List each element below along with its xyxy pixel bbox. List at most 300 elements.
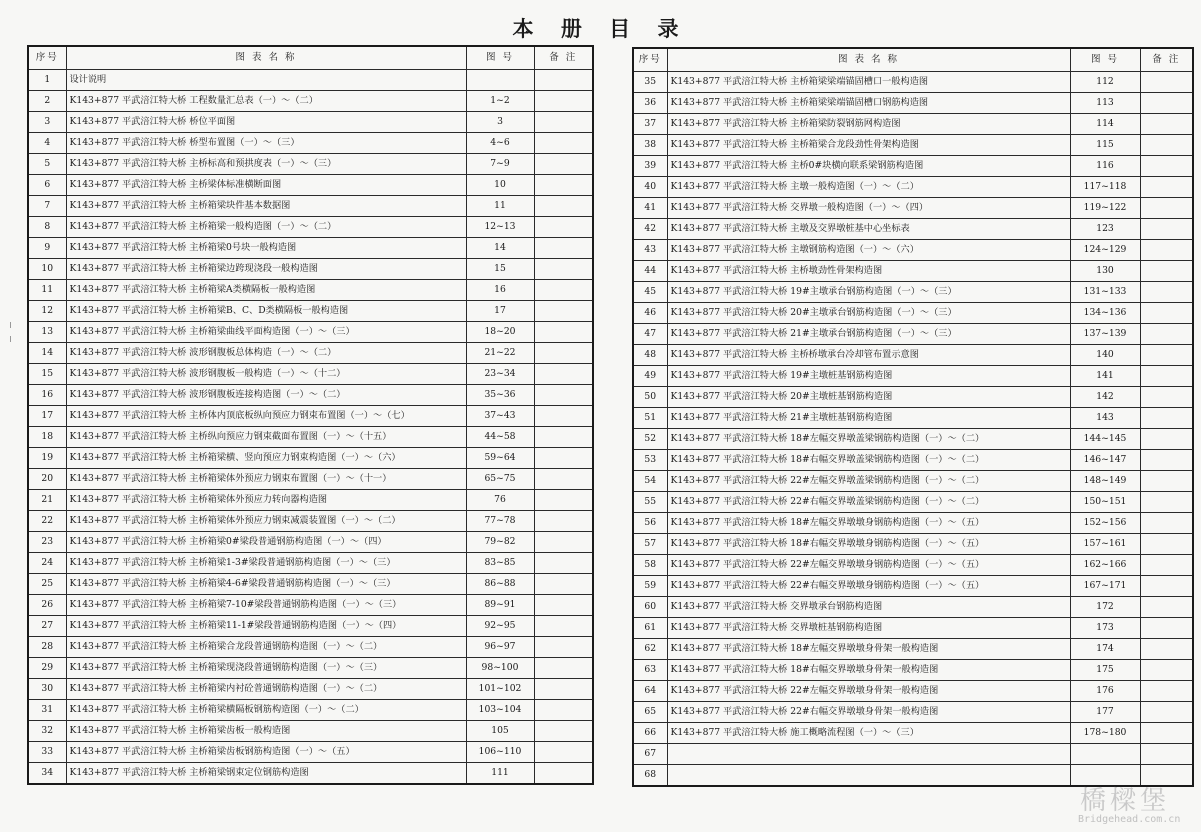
table-row xyxy=(28,532,593,553)
note-cell xyxy=(534,217,593,238)
note-cell xyxy=(534,133,593,154)
drawing-name: K143+877 平武涪江特大桥 19#主墩桩基钢筋构造图 xyxy=(667,366,1070,387)
note-cell xyxy=(1140,72,1193,93)
drawing-name: K143+877 平武涪江特大桥 主桥箱梁0号块一般构造图 xyxy=(66,238,466,259)
row-number: 39 xyxy=(633,156,667,177)
row-number: 17 xyxy=(28,406,66,427)
table-row xyxy=(28,91,593,112)
note-cell xyxy=(1140,219,1193,240)
table-row xyxy=(28,70,593,91)
figure-number: 76 xyxy=(466,490,534,511)
drawing-name: K143+877 平武涪江特大桥 18#右幅交界墩墩身骨架一般构造图 xyxy=(667,660,1070,681)
note-cell xyxy=(534,553,593,574)
figure-number: 142 xyxy=(1070,387,1140,408)
drawing-name: K143+877 平武涪江特大桥 波形钢腹板一般构造（一）～（十二） xyxy=(66,364,466,385)
drawing-name: K143+877 平武涪江特大桥 主桥箱梁11-1#梁段普通钢筋构造图（一）～（四） xyxy=(66,616,466,637)
row-number: 60 xyxy=(633,597,667,618)
row-number: 33 xyxy=(28,742,66,763)
row-number: 5 xyxy=(28,154,66,175)
table-row xyxy=(28,511,593,532)
row-number: 1 xyxy=(28,70,66,91)
drawing-name: K143+877 平武涪江特大桥 主桥箱梁梁端锚固槽口一般构造图 xyxy=(667,72,1070,93)
drawing-name: K143+877 平武涪江特大桥 主桥纵向预应力钢束截面布置图（一）～（十五） xyxy=(66,427,466,448)
note-cell xyxy=(534,259,593,280)
drawing-name: K143+877 平武涪江特大桥 主桥箱梁块件基本数据图 xyxy=(66,196,466,217)
table-row xyxy=(28,406,593,427)
note-cell xyxy=(534,637,593,658)
row-number: 66 xyxy=(633,723,667,744)
table-row xyxy=(28,133,593,154)
drawing-name: K143+877 平武涪江特大桥 主桥箱梁钢束定位钢筋构造图 xyxy=(66,763,466,785)
drawing-name: K143+877 平武涪江特大桥 交界墩承台钢筋构造图 xyxy=(667,597,1070,618)
row-number: 26 xyxy=(28,595,66,616)
row-number: 64 xyxy=(633,681,667,702)
drawing-name: K143+877 平武涪江特大桥 波形钢腹板总体构造（一）～（二） xyxy=(66,343,466,364)
table-row xyxy=(28,322,593,343)
figure-number: 14 xyxy=(466,238,534,259)
row-number: 23 xyxy=(28,532,66,553)
note-cell xyxy=(1140,471,1193,492)
row-number: 55 xyxy=(633,492,667,513)
table-row xyxy=(633,576,1193,597)
row-number: 18 xyxy=(28,427,66,448)
figure-number: 7~9 xyxy=(466,154,534,175)
drawing-name: K143+877 平武涪江特大桥 主桥箱梁曲线平面构造图（一）～（三） xyxy=(66,322,466,343)
table-row xyxy=(28,196,593,217)
row-number: 43 xyxy=(633,240,667,261)
figure-number: 157~161 xyxy=(1070,534,1140,555)
header-fig: 图 号 xyxy=(1070,48,1140,72)
note-cell xyxy=(1140,135,1193,156)
drawing-name: K143+877 平武涪江特大桥 施工概略流程图（一）～（三） xyxy=(667,723,1070,744)
table-row xyxy=(28,259,593,280)
figure-number: 37~43 xyxy=(466,406,534,427)
drawing-name: K143+877 平武涪江特大桥 22#左幅交界墩盖梁钢筋构造图（一）～（二） xyxy=(667,471,1070,492)
note-cell xyxy=(534,301,593,322)
row-number: 50 xyxy=(633,387,667,408)
figure-number: 10 xyxy=(466,175,534,196)
figure-number: 11 xyxy=(466,196,534,217)
table-row xyxy=(633,450,1193,471)
row-number: 7 xyxy=(28,196,66,217)
binding-mark xyxy=(10,336,11,342)
drawing-name: K143+877 平武涪江特大桥 主桥箱梁横、竖向预应力钢束构造图（一）～（六） xyxy=(66,448,466,469)
note-cell xyxy=(1140,534,1193,555)
figure-number: 77~78 xyxy=(466,511,534,532)
row-number: 67 xyxy=(633,744,667,765)
row-number: 6 xyxy=(28,175,66,196)
header-no: 序号 xyxy=(28,46,66,70)
table-row xyxy=(633,429,1193,450)
figure-number: 177 xyxy=(1070,702,1140,723)
table-row xyxy=(28,721,593,742)
note-cell xyxy=(1140,723,1193,744)
drawing-name: K143+877 平武涪江特大桥 主桥箱梁7-10#梁段普通钢筋构造图（一）～（三） xyxy=(66,595,466,616)
drawing-name: K143+877 平武涪江特大桥 20#主墩承台钢筋构造图（一）～（三） xyxy=(667,303,1070,324)
note-cell xyxy=(534,448,593,469)
header-note: 备 注 xyxy=(534,46,593,70)
row-number: 20 xyxy=(28,469,66,490)
drawing-name: K143+877 平武涪江特大桥 主桥箱梁一般构造图（一）～（二） xyxy=(66,217,466,238)
drawing-name: K143+877 平武涪江特大桥 22#左幅交界墩墩身骨架一般构造图 xyxy=(667,681,1070,702)
table-row xyxy=(28,175,593,196)
note-cell xyxy=(1140,618,1193,639)
note-cell xyxy=(1140,156,1193,177)
figure-number: 106~110 xyxy=(466,742,534,763)
note-cell xyxy=(1140,702,1193,723)
drawing-name: K143+877 平武涪江特大桥 主桥箱梁0#梁段普通钢筋构造图（一）～（四） xyxy=(66,532,466,553)
figure-number: 103~104 xyxy=(466,700,534,721)
drawing-name: K143+877 平武涪江特大桥 主桥箱梁合龙段普通钢筋构造图（一）～（二） xyxy=(66,637,466,658)
figure-number: 89~91 xyxy=(466,595,534,616)
table-row xyxy=(633,660,1193,681)
figure-number: 172 xyxy=(1070,597,1140,618)
table-row xyxy=(28,616,593,637)
figure-number: 96~97 xyxy=(466,637,534,658)
row-number: 51 xyxy=(633,408,667,429)
table-row xyxy=(28,154,593,175)
row-number: 32 xyxy=(28,721,66,742)
note-cell xyxy=(1140,261,1193,282)
figure-number: 119~122 xyxy=(1070,198,1140,219)
row-number: 10 xyxy=(28,259,66,280)
header-fig: 图 号 xyxy=(466,46,534,70)
drawing-name: K143+877 平武涪江特大桥 18#右幅交界墩盖梁钢筋构造图（一）～（二） xyxy=(667,450,1070,471)
row-number: 53 xyxy=(633,450,667,471)
figure-number: 174 xyxy=(1070,639,1140,660)
note-cell xyxy=(1140,177,1193,198)
table-row xyxy=(28,763,593,785)
note-cell xyxy=(1140,345,1193,366)
figure-number xyxy=(1070,744,1140,765)
figure-number: 116 xyxy=(1070,156,1140,177)
note-cell xyxy=(534,763,593,785)
table-row xyxy=(28,700,593,721)
row-number: 42 xyxy=(633,219,667,240)
table-row xyxy=(633,114,1193,135)
note-cell xyxy=(1140,555,1193,576)
drawing-name: K143+877 平武涪江特大桥 主墩一般构造图（一）～（二） xyxy=(667,177,1070,198)
figure-number: 79~82 xyxy=(466,532,534,553)
toc-table-right xyxy=(632,47,1194,787)
drawing-name: K143+877 平武涪江特大桥 主桥箱梁合龙段劲性骨架构造图 xyxy=(667,135,1070,156)
figure-number: 86~88 xyxy=(466,574,534,595)
figure-number: 18~20 xyxy=(466,322,534,343)
note-cell xyxy=(534,532,593,553)
row-number: 58 xyxy=(633,555,667,576)
drawing-name: K143+877 平武涪江特大桥 主桥箱梁现浇段普通钢筋构造图（一）～（三） xyxy=(66,658,466,679)
row-number: 41 xyxy=(633,198,667,219)
table-row xyxy=(633,72,1193,93)
table-row xyxy=(633,744,1193,765)
table-row xyxy=(28,343,593,364)
note-cell xyxy=(1140,240,1193,261)
drawing-name: K143+877 平武涪江特大桥 主桥箱梁1-3#梁段普通钢筋构造图（一）～（三） xyxy=(66,553,466,574)
row-number: 29 xyxy=(28,658,66,679)
row-number: 2 xyxy=(28,91,66,112)
drawing-name xyxy=(667,765,1070,787)
table-row xyxy=(633,345,1193,366)
figure-number: 101~102 xyxy=(466,679,534,700)
row-number: 56 xyxy=(633,513,667,534)
row-number: 65 xyxy=(633,702,667,723)
row-number: 4 xyxy=(28,133,66,154)
table-row xyxy=(28,364,593,385)
note-cell xyxy=(534,679,593,700)
note-cell xyxy=(534,196,593,217)
note-cell xyxy=(534,469,593,490)
figure-number: 152~156 xyxy=(1070,513,1140,534)
page-title: 本 册 目 录 xyxy=(512,16,689,41)
figure-number: 1~2 xyxy=(466,91,534,112)
figure-number: 123 xyxy=(1070,219,1140,240)
drawing-name: K143+877 平武涪江特大桥 主桥箱梁体外预应力钢束布置图（一）～（十一） xyxy=(66,469,466,490)
table-row xyxy=(28,742,593,763)
row-number: 37 xyxy=(633,114,667,135)
note-cell xyxy=(1140,639,1193,660)
note-cell xyxy=(534,721,593,742)
figure-number: 3 xyxy=(466,112,534,133)
table-row xyxy=(28,574,593,595)
table-row xyxy=(633,513,1193,534)
drawing-name: K143+877 平武涪江特大桥 主桥墩劲性骨架构造图 xyxy=(667,261,1070,282)
note-cell xyxy=(1140,681,1193,702)
table-row xyxy=(28,112,593,133)
note-cell xyxy=(534,280,593,301)
note-cell xyxy=(1140,387,1193,408)
drawing-name: K143+877 平武涪江特大桥 18#右幅交界墩墩身钢筋构造图（一）～（五） xyxy=(667,534,1070,555)
note-cell xyxy=(534,700,593,721)
drawing-name xyxy=(667,744,1070,765)
drawing-name: K143+877 平武涪江特大桥 22#左幅交界墩墩身钢筋构造图（一）～（五） xyxy=(667,555,1070,576)
row-number: 63 xyxy=(633,660,667,681)
figure-number: 65~75 xyxy=(466,469,534,490)
row-number: 59 xyxy=(633,576,667,597)
drawing-name: K143+877 平武涪江特大桥 主桥标高和预拱度表（一）～（三） xyxy=(66,154,466,175)
drawing-name: K143+877 平武涪江特大桥 21#主墩承台钢筋构造图（一）～（三） xyxy=(667,324,1070,345)
drawing-name: K143+877 平武涪江特大桥 桥型布置图（一）～（三） xyxy=(66,133,466,154)
row-number: 36 xyxy=(633,93,667,114)
note-cell xyxy=(534,70,593,91)
figure-number: 134~136 xyxy=(1070,303,1140,324)
drawing-name: K143+877 平武涪江特大桥 主墩钢筋构造图（一）～（六） xyxy=(667,240,1070,261)
drawing-name: K143+877 平武涪江特大桥 主桥箱梁B、C、D类横隔板一般构造图 xyxy=(66,301,466,322)
toc-table-left xyxy=(27,45,594,785)
drawing-name: K143+877 平武涪江特大桥 主桥箱梁齿板钢筋构造图（一）～（五） xyxy=(66,742,466,763)
table-row xyxy=(633,219,1193,240)
row-number: 46 xyxy=(633,303,667,324)
table-row xyxy=(633,534,1193,555)
row-number: 47 xyxy=(633,324,667,345)
figure-number: 4~6 xyxy=(466,133,534,154)
drawing-name: K143+877 平武涪江特大桥 22#右幅交界墩墩身钢筋构造图（一）～（五） xyxy=(667,576,1070,597)
note-cell xyxy=(1140,450,1193,471)
figure-number: 117~118 xyxy=(1070,177,1140,198)
drawing-name: K143+877 平武涪江特大桥 主桥箱梁体外预应力转向器构造图 xyxy=(66,490,466,511)
figure-number: 140 xyxy=(1070,345,1140,366)
note-cell xyxy=(534,595,593,616)
figure-number: 144~145 xyxy=(1070,429,1140,450)
table-row xyxy=(28,280,593,301)
table-row xyxy=(633,135,1193,156)
drawing-name: K143+877 平武涪江特大桥 主墩及交界墩桩基中心坐标表 xyxy=(667,219,1070,240)
figure-number: 148~149 xyxy=(1070,471,1140,492)
watermark-url: Bridgehead.com.cn xyxy=(1078,814,1181,825)
note-cell xyxy=(1140,303,1193,324)
drawing-name: K143+877 平武涪江特大桥 主桥箱梁防裂钢筋网构造图 xyxy=(667,114,1070,135)
table-row xyxy=(633,639,1193,660)
drawing-name: K143+877 平武涪江特大桥 18#左幅交界墩墩身钢筋构造图（一）～（五） xyxy=(667,513,1070,534)
figure-number: 114 xyxy=(1070,114,1140,135)
table-row xyxy=(633,387,1193,408)
note-cell xyxy=(534,91,593,112)
note-cell xyxy=(534,574,593,595)
figure-number: 178~180 xyxy=(1070,723,1140,744)
drawing-name: K143+877 平武涪江特大桥 主桥箱梁梁端锚固槽口钢筋构造图 xyxy=(667,93,1070,114)
figure-number: 115 xyxy=(1070,135,1140,156)
table-row xyxy=(633,555,1193,576)
note-cell xyxy=(1140,513,1193,534)
row-number: 14 xyxy=(28,343,66,364)
drawing-name: K143+877 平武涪江特大桥 主桥箱梁齿板一般构造图 xyxy=(66,721,466,742)
table-row xyxy=(28,553,593,574)
table-row xyxy=(28,301,593,322)
table-row xyxy=(633,261,1193,282)
row-number: 21 xyxy=(28,490,66,511)
table-row xyxy=(28,595,593,616)
note-cell xyxy=(534,343,593,364)
table-row xyxy=(28,469,593,490)
header-note: 备 注 xyxy=(1140,48,1193,72)
note-cell xyxy=(534,658,593,679)
table-row xyxy=(28,637,593,658)
table-row xyxy=(28,490,593,511)
figure-number: 167~171 xyxy=(1070,576,1140,597)
note-cell xyxy=(1140,576,1193,597)
note-cell xyxy=(534,406,593,427)
note-cell xyxy=(534,742,593,763)
figure-number: 176 xyxy=(1070,681,1140,702)
table-row xyxy=(28,448,593,469)
drawing-name: K143+877 平武涪江特大桥 主桥桥墩承台冷却管布置示意图 xyxy=(667,345,1070,366)
note-cell xyxy=(1140,429,1193,450)
table-header-row xyxy=(28,46,593,70)
figure-number: 105 xyxy=(466,721,534,742)
figure-number: 98~100 xyxy=(466,658,534,679)
note-cell xyxy=(1140,366,1193,387)
row-number: 31 xyxy=(28,700,66,721)
table-row xyxy=(633,93,1193,114)
note-cell xyxy=(534,175,593,196)
row-number: 15 xyxy=(28,364,66,385)
table-row xyxy=(633,681,1193,702)
figure-number xyxy=(466,70,534,91)
figure-number: 162~166 xyxy=(1070,555,1140,576)
row-number: 68 xyxy=(633,765,667,787)
figure-number: 44~58 xyxy=(466,427,534,448)
table-row xyxy=(28,238,593,259)
table-row xyxy=(28,427,593,448)
watermark-logo: 橋樑堡 xyxy=(1080,786,1171,816)
figure-number: 131~133 xyxy=(1070,282,1140,303)
header-name: 图 表 名 称 xyxy=(667,48,1070,72)
drawing-name: K143+877 平武涪江特大桥 18#左幅交界墩墩身骨架一般构造图 xyxy=(667,639,1070,660)
note-cell xyxy=(534,238,593,259)
drawing-name: 设计说明 xyxy=(66,70,466,91)
figure-number: 92~95 xyxy=(466,616,534,637)
table-row xyxy=(633,618,1193,639)
table-row xyxy=(633,177,1193,198)
row-number: 9 xyxy=(28,238,66,259)
figure-number: 112 xyxy=(1070,72,1140,93)
table-row xyxy=(633,471,1193,492)
figure-number: 146~147 xyxy=(1070,450,1140,471)
note-cell xyxy=(1140,324,1193,345)
drawing-name: K143+877 平武涪江特大桥 桥位平面图 xyxy=(66,112,466,133)
row-number: 44 xyxy=(633,261,667,282)
row-number: 35 xyxy=(633,72,667,93)
note-cell xyxy=(534,511,593,532)
drawing-name: K143+877 平武涪江特大桥 主桥箱梁4-6#梁段普通钢筋构造图（一）～（三） xyxy=(66,574,466,595)
note-cell xyxy=(1140,744,1193,765)
drawing-name: K143+877 平武涪江特大桥 交界墩桩基钢筋构造图 xyxy=(667,618,1070,639)
drawing-name: K143+877 平武涪江特大桥 主桥箱梁边跨现浇段一般构造图 xyxy=(66,259,466,280)
row-number: 62 xyxy=(633,639,667,660)
figure-number: 141 xyxy=(1070,366,1140,387)
row-number: 45 xyxy=(633,282,667,303)
note-cell xyxy=(1140,93,1193,114)
figure-number: 150~151 xyxy=(1070,492,1140,513)
table-row xyxy=(633,702,1193,723)
table-row xyxy=(633,303,1193,324)
table-row xyxy=(633,240,1193,261)
figure-number: 111 xyxy=(466,763,534,785)
note-cell xyxy=(534,154,593,175)
figure-number: 59~64 xyxy=(466,448,534,469)
drawing-name: K143+877 平武涪江特大桥 主桥体内顶底板纵向预应力钢束布置图（一）～（七） xyxy=(66,406,466,427)
drawing-name: K143+877 平武涪江特大桥 波形钢腹板连接构造图（一）～（二） xyxy=(66,385,466,406)
drawing-name: K143+877 平武涪江特大桥 22#右幅交界墩墩身骨架一般构造图 xyxy=(667,702,1070,723)
figure-number: 12~13 xyxy=(466,217,534,238)
table-row xyxy=(633,366,1193,387)
drawing-name: K143+877 平武涪江特大桥 交界墩一般构造图（一）～（四） xyxy=(667,198,1070,219)
row-number: 40 xyxy=(633,177,667,198)
figure-number: 124~129 xyxy=(1070,240,1140,261)
row-number: 38 xyxy=(633,135,667,156)
row-number: 25 xyxy=(28,574,66,595)
row-number: 27 xyxy=(28,616,66,637)
figure-number: 143 xyxy=(1070,408,1140,429)
note-cell xyxy=(1140,597,1193,618)
drawing-name: K143+877 平武涪江特大桥 20#主墩桩基钢筋构造图 xyxy=(667,387,1070,408)
row-number: 12 xyxy=(28,301,66,322)
figure-number: 17 xyxy=(466,301,534,322)
note-cell xyxy=(534,364,593,385)
note-cell xyxy=(534,427,593,448)
row-number: 16 xyxy=(28,385,66,406)
drawing-name: K143+877 平武涪江特大桥 主桥箱梁内衬砼普通钢筋构造图（一）～（二） xyxy=(66,679,466,700)
figure-number: 173 xyxy=(1070,618,1140,639)
drawing-name: K143+877 平武涪江特大桥 18#左幅交界墩盖梁钢筋构造图（一）～（二） xyxy=(667,429,1070,450)
figure-number: 130 xyxy=(1070,261,1140,282)
header-no: 序号 xyxy=(633,48,667,72)
row-number: 48 xyxy=(633,345,667,366)
row-number: 30 xyxy=(28,679,66,700)
row-number: 3 xyxy=(28,112,66,133)
drawing-name: K143+877 平武涪江特大桥 主桥梁体标准横断面图 xyxy=(66,175,466,196)
binding-mark xyxy=(10,322,11,328)
drawing-name: K143+877 平武涪江特大桥 主桥箱梁横隔板钢筋构造图（一）～（二） xyxy=(66,700,466,721)
